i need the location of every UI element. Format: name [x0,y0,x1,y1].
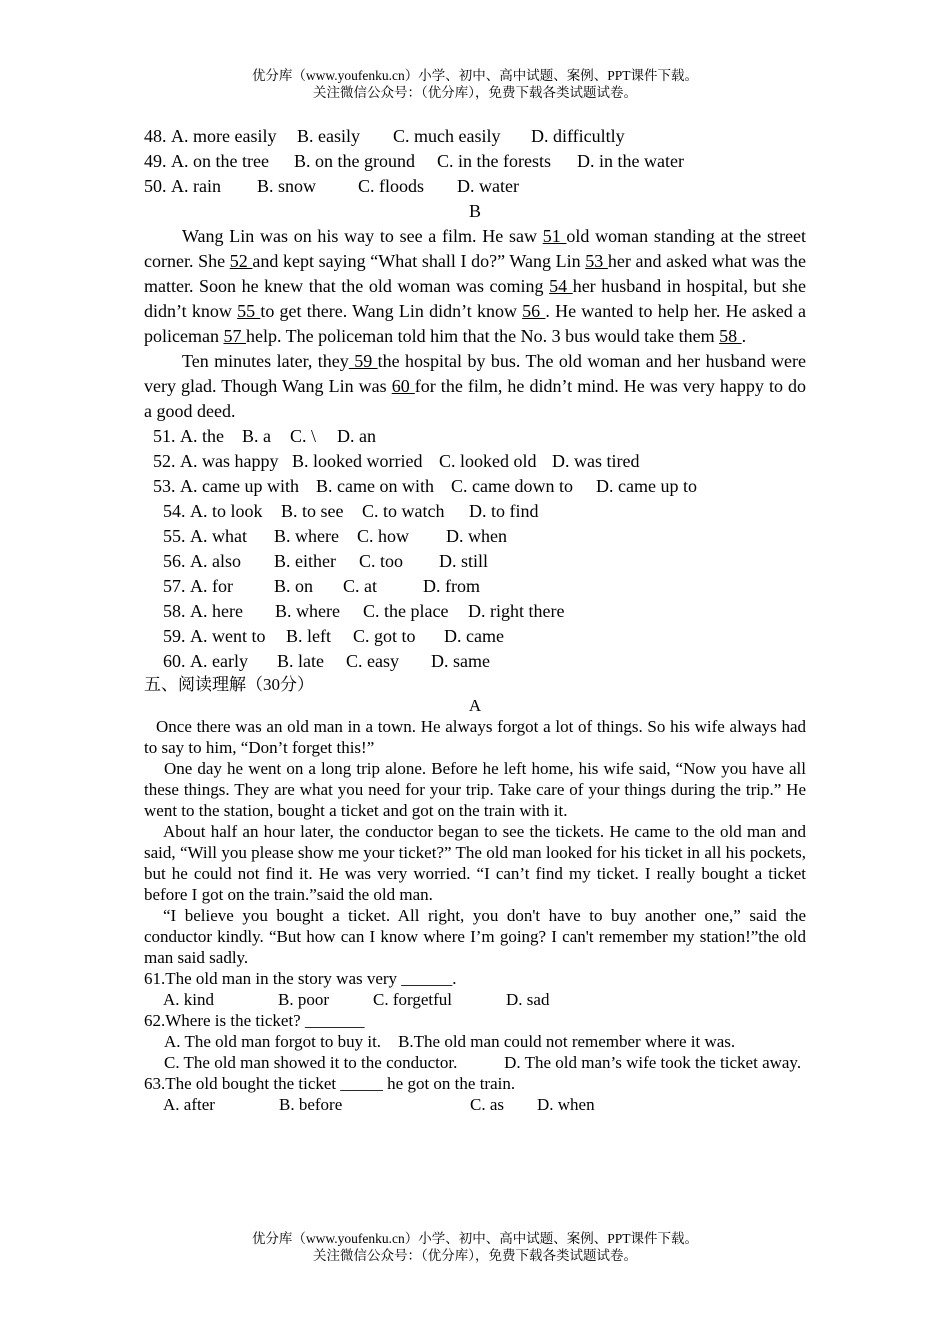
question-54: 54. A. to look B. to see C. to watch D. to find [144,499,806,524]
option: D. came up to [596,476,697,496]
option: B. a [242,426,271,446]
blank-60: 60 [391,376,415,396]
option: D. to find [469,501,539,521]
question-63-options [144,1094,806,1115]
option: C. much easily [393,126,501,146]
option: D. difficultly [531,126,625,146]
option: C. The old man showed it to the conductor. [164,1053,458,1072]
question-51: 51. A. the B. a C. \ D. an [144,424,806,449]
question-58: 58. A. here B. where C. the place D. right there [144,599,806,624]
option: A. more easily [171,126,277,146]
option: A. the [180,426,224,446]
option: D. sad [506,990,550,1009]
header-line-1: 优分库（www.youfenku.cn）小学、初中、高中试题、案例、PPT课件下载。 [251,68,699,83]
option: C. looked old [439,451,537,471]
option: A. rain [171,176,221,196]
option: C. forgetful [373,990,453,1009]
question-56: 56. A. also B. either C. too D. still [144,549,806,574]
option: A. The old man forgot to buy it. [164,1032,382,1051]
question-60: 60. A. early B. late C. easy D. same [144,649,806,674]
blank-51: 51 [542,226,567,246]
option: A. went to [190,626,266,646]
option: B. where [274,526,339,546]
blank-55: 55 [237,301,261,321]
option: A. on the tree [171,151,269,171]
blank-56: 56 [522,301,546,321]
header-line-2: 关注微信公众号：（优分库），免费下载各类试题试卷。 [313,85,637,100]
option: B. late [277,651,324,671]
option: C. easy [346,651,399,671]
question-49: 49. A. on the tree B. on the ground C. in the forests D. in the water [144,149,806,174]
option: D. an [337,426,376,446]
option: A. after [163,1095,215,1114]
option: D. was tired [552,451,640,471]
blank-59: 59 [348,351,378,371]
option: D. water [457,176,519,196]
option: B. to see [281,501,344,521]
passage-a-paragraph-3: About half an hour later, the conductor began to see the tickets. He came to the old man and said, “Will you please show me your ticket?” The old man looked for his ticket in all his pockets, but he could not find it. He was very worried. “I can’t find my ticket. I really bought a ticket before I got on the train.”said the old man. [144,822,806,904]
blank-58: 58 [719,326,742,346]
option: C. floods [358,176,425,196]
option: B. on the ground [294,151,415,171]
option: C. how [357,526,410,546]
question-62-options-ab [144,1031,806,1052]
question-48: 48. A. more easily B. easily C. much easily D. difficultly [144,124,806,149]
document-body [144,124,806,1115]
option: A. for [190,576,233,596]
option: B. on [274,576,314,596]
option: A. early [190,651,248,671]
option: B. snow [257,176,317,196]
option: B. looked worried [292,451,423,471]
option: B. where [275,601,340,621]
option: B.The old man could not remember where it was. [398,1032,736,1051]
option: A. also [190,551,241,571]
option: B. easily [297,126,360,146]
passage-a-paragraph-1: Once there was an old man in a town. He always forgot a lot of things. So his wife always had to say to him, “Don’t forget this!” [144,717,806,757]
option: B. poor [278,990,329,1009]
page-footer [0,1230,950,1264]
blank-57: 57 [223,326,246,346]
option: D. right there [468,601,565,621]
footer-line-2: 关注微信公众号：（优分库），免费下载各类试题试卷。 [313,1248,637,1263]
section-b-label: B [468,201,481,221]
question-50: 50. A. rain B. snow C. floods D. water [144,174,806,199]
passage-a-paragraph-2: One day he went on a long trip alone. Before he left home, his wife said, “Now you have all these things. They are what you need for your trip. Take care of your things during the trip.” He went to the station, bought a ticket and got on the train with it. [144,759,806,820]
passage-b-paragraph-1: Wang Lin was on his way to see a film. He saw 51 old woman standing at the street corner. She 52 and kept saying “What shall I do?” Wang Lin 53 her and asked what was the matter. Soon he knew that the old woman was coming 54 her husband in hospital, but she didn’t know 55 to get there. Wang Lin didn’t know 56 . He wanted to help her. He asked a policeman 57 help. The policeman told him that the No. 3 bus would take them 58 . [144,226,807,346]
section-title: 五、阅读理解（30分） [144,675,314,694]
option: A. was happy [180,451,279,471]
question-53: 53. A. came up with B. came on with C. came down to D. came up to [144,474,806,499]
option: C. got to [353,626,416,646]
option: C. at [343,576,377,596]
question-61-stem: 61.The old man in the story was very ______. [144,969,457,988]
option: D. when [537,1095,595,1114]
question-59: 59. A. went to B. left C. got to D. came [144,624,806,649]
option: B. either [274,551,336,571]
option: B. left [286,626,331,646]
option: C. too [359,551,404,571]
option: A. to look [190,501,263,521]
option: D. The old man’s wife took the ticket away. [504,1053,802,1072]
option: C. \ [290,426,317,446]
option: D. when [446,526,507,546]
page-header [0,67,950,101]
option: A. what [190,526,247,546]
passage-b-paragraph-2: Ten minutes later, they 59 the hospital by bus. The old woman and her husband were very glad. Though Wang Lin was 60 for the film, he didn’t mind. He was very happy to do a good deed. [144,351,806,421]
option: C. to watch [362,501,445,521]
passage-a-paragraph-4: “I believe you bought a ticket. All right, you don't have to buy another one,” said the conductor kindly. “But how can I know where I’m going? I can't remember my station!”the old man said sadly. [144,906,806,967]
footer-line-1: 优分库（www.youfenku.cn）小学、初中、高中试题、案例、PPT课件下载。 [251,1231,699,1246]
option: D. from [423,576,480,596]
option: C. came down to [451,476,573,496]
option: B. came on with [316,476,434,496]
option: A. here [190,601,243,621]
question-61-options [144,989,806,1010]
question-63-stem: 63.The old bought the ticket _____ he got on the train. [144,1074,516,1093]
option: D. same [431,651,490,671]
question-62-options-cd [144,1052,806,1073]
question-55: 55. A. what B. where C. how D. when [144,524,806,549]
option: D. still [439,551,489,571]
question-57: 57. A. for B. on C. at D. from [144,574,806,599]
option: A. came up with [180,476,299,496]
option: A. kind [163,990,214,1009]
question-62-stem: 62.Where is the ticket? _______ [144,1011,365,1030]
option: C. in the forests [437,151,551,171]
option: C. as [470,1095,504,1114]
blank-54: 54 [549,276,573,296]
blank-53: 53 [585,251,608,271]
question-52: 52. A. was happy B. looked worried C. looked old D. was tired [144,449,806,474]
option: D. in the water [577,151,684,171]
blank-52: 52 [229,251,253,271]
option: D. came [444,626,504,646]
option: B. before [279,1095,343,1114]
option: C. the place [363,601,449,621]
passage-a-label: A [468,696,482,715]
